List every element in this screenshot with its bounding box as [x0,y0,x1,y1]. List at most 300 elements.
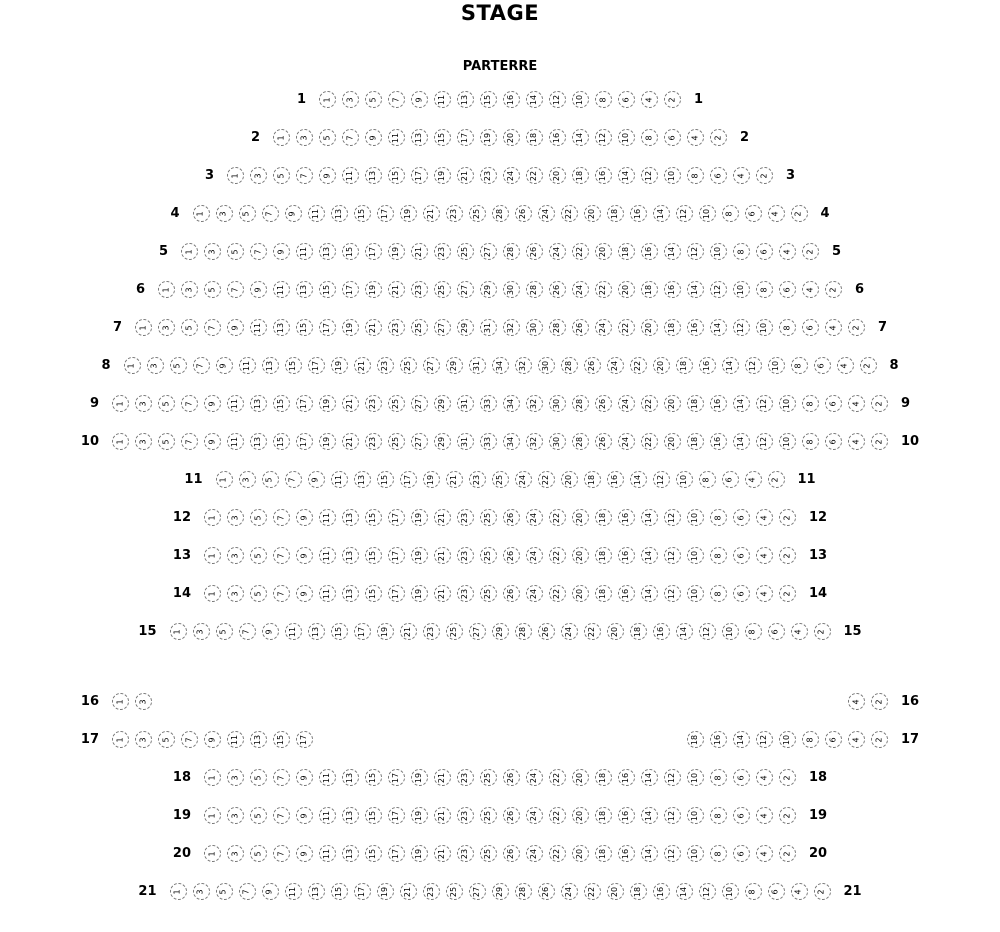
seat[interactable] [480,167,497,184]
seat[interactable] [699,471,716,488]
seat[interactable] [480,509,497,526]
seat[interactable] [227,281,244,298]
seat[interactable] [618,281,635,298]
seat[interactable] [411,585,428,602]
seat[interactable] [388,845,405,862]
seat[interactable] [227,807,244,824]
seat[interactable] [538,623,555,640]
seat[interactable] [365,91,382,108]
seat[interactable] [756,585,773,602]
seat[interactable] [262,357,279,374]
seat[interactable] [273,731,290,748]
seat[interactable] [296,319,313,336]
seat[interactable] [595,319,612,336]
seat[interactable] [170,357,187,374]
seat[interactable] [641,509,658,526]
seat[interactable] [676,357,693,374]
seat[interactable] [181,281,198,298]
seat[interactable] [273,845,290,862]
seat[interactable] [388,243,405,260]
seat[interactable] [641,243,658,260]
seat[interactable] [112,433,129,450]
seat[interactable] [653,357,670,374]
seat[interactable] [434,845,451,862]
seat[interactable] [526,395,543,412]
seat[interactable] [181,433,198,450]
seat[interactable] [204,243,221,260]
seat[interactable] [480,807,497,824]
seat[interactable] [411,243,428,260]
seat[interactable] [480,845,497,862]
seat[interactable] [457,433,474,450]
seat[interactable] [664,509,681,526]
seat[interactable] [779,319,796,336]
seat[interactable] [388,769,405,786]
seat[interactable] [687,769,704,786]
seat[interactable] [584,883,601,900]
seat[interactable] [733,243,750,260]
seat[interactable] [434,243,451,260]
seat[interactable] [526,769,543,786]
seat[interactable] [526,433,543,450]
seat[interactable] [308,623,325,640]
seat[interactable] [641,129,658,146]
seat[interactable] [135,319,152,336]
seat[interactable] [285,357,302,374]
seat[interactable] [607,357,624,374]
seat[interactable] [733,395,750,412]
seat[interactable] [273,281,290,298]
seat[interactable] [273,585,290,602]
seat[interactable] [296,395,313,412]
seat[interactable] [549,243,566,260]
seat[interactable] [296,433,313,450]
seat[interactable] [572,129,589,146]
seat[interactable] [342,129,359,146]
seat[interactable] [400,357,417,374]
seat[interactable] [388,395,405,412]
seat[interactable] [549,319,566,336]
seat[interactable] [779,433,796,450]
seat[interactable] [434,769,451,786]
seat[interactable] [687,395,704,412]
seat[interactable] [469,471,486,488]
seat[interactable] [779,395,796,412]
seat[interactable] [584,205,601,222]
seat[interactable] [342,91,359,108]
seat[interactable] [641,769,658,786]
seat[interactable] [434,547,451,564]
seat[interactable] [492,357,509,374]
seat[interactable] [572,769,589,786]
seat[interactable] [515,623,532,640]
seat[interactable] [664,243,681,260]
seat[interactable] [664,395,681,412]
seat[interactable] [365,585,382,602]
seat[interactable] [273,243,290,260]
seat[interactable] [630,623,647,640]
seat[interactable] [319,167,336,184]
seat[interactable] [457,769,474,786]
seat[interactable] [480,433,497,450]
seat[interactable] [549,433,566,450]
seat[interactable] [618,433,635,450]
seat[interactable] [492,471,509,488]
seat[interactable] [653,623,670,640]
seat[interactable] [457,243,474,260]
seat[interactable] [480,395,497,412]
seat[interactable] [710,395,727,412]
seat[interactable] [549,845,566,862]
seat[interactable] [768,471,785,488]
seat[interactable] [653,471,670,488]
seat[interactable] [526,91,543,108]
seat[interactable] [756,731,773,748]
seat[interactable] [756,433,773,450]
seat[interactable] [503,395,520,412]
seat[interactable] [411,129,428,146]
seat[interactable] [572,807,589,824]
seat[interactable] [434,91,451,108]
seat[interactable] [641,167,658,184]
seat[interactable] [710,547,727,564]
seat[interactable] [618,547,635,564]
seat[interactable] [848,395,865,412]
seat[interactable] [388,509,405,526]
seat[interactable] [561,471,578,488]
seat[interactable] [342,547,359,564]
seat[interactable] [216,471,233,488]
seat[interactable] [377,205,394,222]
seat[interactable] [733,281,750,298]
seat[interactable] [400,471,417,488]
seat[interactable] [687,547,704,564]
seat[interactable] [457,395,474,412]
seat[interactable] [825,319,842,336]
seat[interactable] [756,845,773,862]
seat[interactable] [710,319,727,336]
seat[interactable] [572,319,589,336]
seat[interactable] [768,883,785,900]
seat[interactable] [710,731,727,748]
seat[interactable] [434,395,451,412]
seat[interactable] [411,845,428,862]
seat[interactable] [480,91,497,108]
seat[interactable] [641,807,658,824]
seat[interactable] [710,769,727,786]
seat[interactable] [250,167,267,184]
seat[interactable] [526,585,543,602]
seat[interactable] [595,509,612,526]
seat[interactable] [664,167,681,184]
seat[interactable] [457,281,474,298]
seat[interactable] [710,167,727,184]
seat[interactable] [492,883,509,900]
seat[interactable] [572,585,589,602]
seat[interactable] [503,769,520,786]
seat[interactable] [296,281,313,298]
seat[interactable] [446,357,463,374]
seat[interactable] [572,395,589,412]
seat[interactable] [538,883,555,900]
seat[interactable] [135,693,152,710]
seat[interactable] [549,281,566,298]
seat[interactable] [296,769,313,786]
seat[interactable] [273,395,290,412]
seat[interactable] [365,129,382,146]
seat[interactable] [204,281,221,298]
seat[interactable] [342,509,359,526]
seat[interactable] [227,547,244,564]
seat[interactable] [308,205,325,222]
seat[interactable] [687,509,704,526]
seat[interactable] [618,129,635,146]
seat[interactable] [273,433,290,450]
seat[interactable] [549,547,566,564]
seat[interactable] [779,807,796,824]
seat[interactable] [538,471,555,488]
seat[interactable] [457,547,474,564]
seat[interactable] [492,205,509,222]
seat[interactable] [377,357,394,374]
seat[interactable] [193,205,210,222]
seat[interactable] [308,471,325,488]
seat[interactable] [503,281,520,298]
seat[interactable] [549,91,566,108]
seat[interactable] [388,433,405,450]
seat[interactable] [296,547,313,564]
seat[interactable] [503,807,520,824]
seat[interactable] [296,129,313,146]
seat[interactable] [825,281,842,298]
seat[interactable] [446,883,463,900]
seat[interactable] [411,433,428,450]
seat[interactable] [273,769,290,786]
seat[interactable] [526,129,543,146]
seat[interactable] [526,547,543,564]
seat[interactable] [503,91,520,108]
seat[interactable] [319,769,336,786]
seat[interactable] [871,693,888,710]
seat[interactable] [308,883,325,900]
seat[interactable] [158,433,175,450]
seat[interactable] [331,471,348,488]
seat[interactable] [492,623,509,640]
seat[interactable] [227,845,244,862]
seat[interactable] [158,395,175,412]
seat[interactable] [377,623,394,640]
seat[interactable] [227,585,244,602]
seat[interactable] [756,509,773,526]
seat[interactable] [365,807,382,824]
seat[interactable] [296,807,313,824]
seat[interactable] [756,547,773,564]
seat[interactable] [779,585,796,602]
seat[interactable] [423,883,440,900]
seat[interactable] [526,319,543,336]
seat[interactable] [411,769,428,786]
seat[interactable] [699,623,716,640]
seat[interactable] [262,205,279,222]
seat[interactable] [204,433,221,450]
seat[interactable] [446,205,463,222]
seat[interactable] [227,769,244,786]
seat[interactable] [687,731,704,748]
seat[interactable] [710,129,727,146]
seat[interactable] [549,769,566,786]
seat[interactable] [331,205,348,222]
seat[interactable] [400,883,417,900]
seat[interactable] [584,471,601,488]
seat[interactable] [158,319,175,336]
seat[interactable] [687,129,704,146]
seat[interactable] [722,357,739,374]
seat[interactable] [457,509,474,526]
seat[interactable] [273,547,290,564]
seat[interactable] [595,167,612,184]
seat[interactable] [630,205,647,222]
seat[interactable] [768,623,785,640]
seat[interactable] [250,281,267,298]
seat[interactable] [848,433,865,450]
seat[interactable] [791,205,808,222]
seat[interactable] [469,623,486,640]
seat[interactable] [526,281,543,298]
seat[interactable] [250,243,267,260]
seat[interactable] [791,357,808,374]
seat[interactable] [250,547,267,564]
seat[interactable] [250,509,267,526]
seat[interactable] [423,623,440,640]
seat[interactable] [745,471,762,488]
seat[interactable] [204,319,221,336]
seat[interactable] [572,243,589,260]
seat[interactable] [664,807,681,824]
seat[interactable] [710,585,727,602]
seat[interactable] [503,433,520,450]
seat[interactable] [319,585,336,602]
seat[interactable] [526,807,543,824]
seat[interactable] [112,395,129,412]
seat[interactable] [411,509,428,526]
seat[interactable] [595,433,612,450]
seat[interactable] [572,91,589,108]
seat[interactable] [825,731,842,748]
seat[interactable] [388,547,405,564]
seat[interactable] [618,167,635,184]
seat[interactable] [618,509,635,526]
seat[interactable] [515,883,532,900]
seat[interactable] [722,883,739,900]
seat[interactable] [687,243,704,260]
seat[interactable] [227,319,244,336]
seat[interactable] [262,883,279,900]
seat[interactable] [699,883,716,900]
seat[interactable] [768,357,785,374]
seat[interactable] [457,319,474,336]
seat[interactable] [687,167,704,184]
seat[interactable] [814,623,831,640]
seat[interactable] [653,883,670,900]
seat[interactable] [733,731,750,748]
seat[interactable] [319,129,336,146]
seat[interactable] [503,585,520,602]
seat[interactable] [641,91,658,108]
seat[interactable] [515,357,532,374]
seat[interactable] [756,395,773,412]
seat[interactable] [549,807,566,824]
seat[interactable] [687,319,704,336]
seat[interactable] [204,731,221,748]
seat[interactable] [756,167,773,184]
seat[interactable] [239,883,256,900]
seat[interactable] [365,769,382,786]
seat[interactable] [388,807,405,824]
seat[interactable] [733,769,750,786]
seat[interactable] [204,509,221,526]
seat[interactable] [480,129,497,146]
seat[interactable] [745,623,762,640]
seat[interactable] [549,167,566,184]
seat[interactable] [342,433,359,450]
seat[interactable] [687,433,704,450]
seat[interactable] [549,129,566,146]
seat[interactable] [469,205,486,222]
seat[interactable] [837,357,854,374]
seat[interactable] [285,471,302,488]
seat[interactable] [733,433,750,450]
seat[interactable] [411,91,428,108]
seat[interactable] [618,395,635,412]
seat[interactable] [354,205,371,222]
seat[interactable] [204,807,221,824]
seat[interactable] [676,205,693,222]
seat[interactable] [607,471,624,488]
seat[interactable] [733,807,750,824]
seat[interactable] [779,281,796,298]
seat[interactable] [595,281,612,298]
seat[interactable] [296,509,313,526]
seat[interactable] [354,623,371,640]
seat[interactable] [388,129,405,146]
seat[interactable] [365,547,382,564]
seat[interactable] [239,471,256,488]
seat[interactable] [676,883,693,900]
seat[interactable] [641,585,658,602]
seat[interactable] [664,433,681,450]
seat[interactable] [745,883,762,900]
seat[interactable] [480,769,497,786]
seat[interactable] [515,205,532,222]
seat[interactable] [423,205,440,222]
seat[interactable] [319,319,336,336]
seat[interactable] [664,845,681,862]
seat[interactable] [388,585,405,602]
seat[interactable] [331,357,348,374]
seat[interactable] [250,585,267,602]
seat[interactable] [181,395,198,412]
seat[interactable] [319,509,336,526]
seat[interactable] [457,129,474,146]
seat[interactable] [871,433,888,450]
seat[interactable] [641,319,658,336]
seat[interactable] [503,509,520,526]
seat[interactable] [273,807,290,824]
seat[interactable] [641,395,658,412]
seat[interactable] [365,845,382,862]
seat[interactable] [779,769,796,786]
seat[interactable] [227,433,244,450]
